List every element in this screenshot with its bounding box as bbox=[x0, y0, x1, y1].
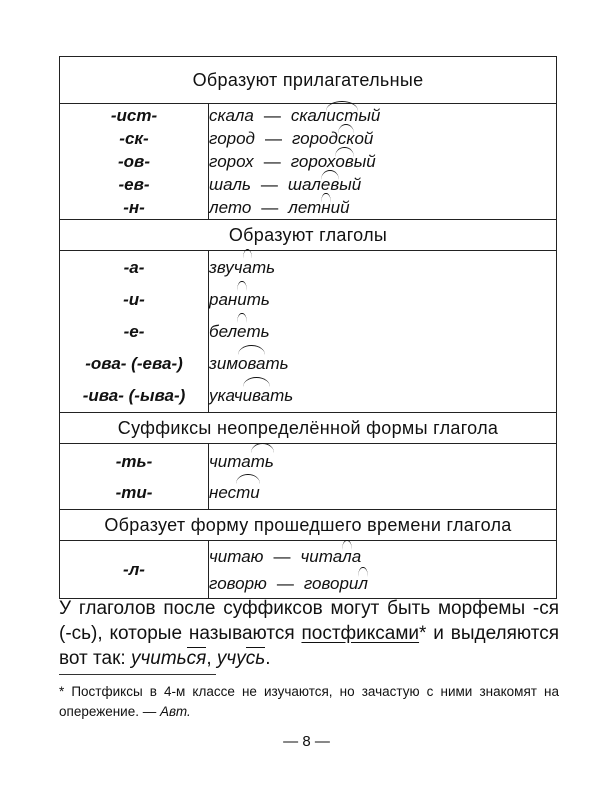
suffix: -ист- bbox=[110, 106, 158, 125]
suffix: -ов- bbox=[118, 152, 150, 171]
example-row bbox=[209, 570, 556, 597]
separator: , bbox=[206, 648, 217, 669]
suffix-arc-mark: е bbox=[237, 316, 246, 348]
word-ending: а bbox=[351, 546, 362, 566]
base-word: скала bbox=[209, 106, 254, 125]
word-ending: ть bbox=[265, 353, 289, 373]
suffix-arc-mark: л bbox=[358, 570, 368, 597]
footnote-divider bbox=[59, 674, 216, 675]
suffix-table bbox=[59, 56, 557, 599]
example-row bbox=[209, 196, 556, 219]
example-row bbox=[209, 127, 556, 150]
infinitive-suffix-list bbox=[60, 444, 209, 510]
postfix-mark: сь bbox=[245, 648, 266, 669]
base-word: читаю bbox=[209, 546, 264, 566]
suffix-arc-mark: л bbox=[342, 543, 352, 570]
base-word: говорю bbox=[209, 573, 267, 593]
dash: — bbox=[263, 106, 281, 125]
suffix: -ова- (-ева-) bbox=[85, 353, 183, 373]
suffix: -н- bbox=[123, 198, 145, 217]
suffix-arc-mark: ев bbox=[320, 175, 340, 194]
base-word: шаль bbox=[209, 175, 251, 194]
suffix: -ск- bbox=[119, 129, 149, 148]
example-row bbox=[209, 446, 556, 477]
suffix-arc-mark: ов bbox=[335, 152, 354, 171]
word-ending: ый bbox=[353, 152, 376, 171]
adjective-example-list bbox=[209, 104, 557, 220]
dash: — bbox=[264, 129, 282, 148]
suffix-arc-mark: ть bbox=[251, 446, 274, 477]
word-ending: ой bbox=[354, 129, 374, 148]
suffix: -ти- bbox=[115, 482, 153, 502]
postfix-paragraph bbox=[59, 596, 559, 671]
example-row bbox=[209, 104, 556, 127]
example-row bbox=[209, 284, 556, 316]
word-stem: город bbox=[291, 129, 338, 148]
word-stem: ран bbox=[209, 289, 238, 309]
word-ending: ый bbox=[339, 175, 362, 194]
example-row bbox=[209, 543, 556, 570]
dash: — bbox=[273, 546, 291, 566]
word-ending: ый bbox=[358, 106, 381, 125]
suffix: -а- bbox=[123, 257, 145, 277]
suffix: -ев- bbox=[118, 175, 150, 194]
footnote bbox=[59, 682, 559, 722]
term-postfix: постфиксами bbox=[301, 623, 420, 644]
dash: — bbox=[276, 573, 294, 593]
word-stem: чита bbox=[300, 546, 343, 566]
suffix-arc-mark: ти bbox=[236, 477, 260, 508]
suffix-arc-mark: а bbox=[243, 252, 252, 284]
suffix-arc-mark: н bbox=[321, 198, 331, 217]
word-ending: ий bbox=[330, 198, 350, 217]
base-word: город bbox=[209, 129, 255, 148]
suffix-arc-mark: ск bbox=[337, 129, 355, 148]
page-number: — 8 — bbox=[283, 733, 330, 750]
word-stem: горох bbox=[290, 152, 336, 171]
suffix: -ива- (-ыва-) bbox=[82, 385, 186, 405]
base-word: горох bbox=[209, 152, 254, 171]
section-header-past-tense: Образует форму прошедшего времени глагола bbox=[60, 510, 557, 541]
section-header-verbs: Образуют глаголы bbox=[60, 220, 557, 251]
past-tense-example-list bbox=[209, 541, 557, 599]
section-header-adjectives: Образуют прилагательные bbox=[60, 57, 557, 104]
example-word bbox=[217, 647, 265, 669]
suffix: -е- bbox=[123, 321, 145, 341]
dash: — bbox=[261, 198, 279, 217]
word-ending: ть bbox=[246, 289, 270, 309]
word-stem: шал bbox=[287, 175, 321, 194]
dash: — bbox=[263, 152, 281, 171]
suffix: -ть- bbox=[115, 451, 153, 471]
example-row bbox=[209, 348, 556, 380]
suffix-arc-mark: ист bbox=[326, 106, 359, 125]
word-stem: говори bbox=[303, 573, 359, 593]
example-row bbox=[209, 316, 556, 348]
word-stem: учить bbox=[130, 648, 187, 669]
example-row bbox=[209, 477, 556, 508]
example-row bbox=[209, 380, 556, 412]
word-stem: нес bbox=[209, 482, 237, 502]
word-stem: бел bbox=[209, 321, 238, 341]
example-row bbox=[209, 252, 556, 284]
example-row bbox=[209, 173, 556, 196]
word-ending: ть bbox=[246, 321, 270, 341]
past-tense-suffix: -л- bbox=[60, 541, 209, 599]
base-word: лето bbox=[209, 198, 252, 217]
word-ending: ть bbox=[270, 385, 294, 405]
word-stem: лет bbox=[288, 198, 322, 217]
example-word bbox=[131, 647, 206, 669]
word-ending: ть bbox=[251, 257, 276, 277]
word-stem: чита bbox=[209, 451, 251, 471]
word-stem: зим bbox=[209, 353, 239, 373]
word-stem: скал bbox=[290, 106, 327, 125]
suffix-arc-mark: и bbox=[237, 284, 246, 316]
postfix-mark: ся bbox=[186, 648, 207, 669]
adjective-suffix-list bbox=[60, 104, 209, 220]
section-header-infinitive: Суффиксы неопределённой формы глагола bbox=[60, 413, 557, 444]
verb-suffix-list bbox=[60, 251, 209, 413]
suffix-arc-mark: ива bbox=[243, 380, 270, 412]
footnote-mark: * bbox=[419, 623, 427, 644]
period: . bbox=[265, 648, 271, 669]
word-stem: учу bbox=[216, 648, 246, 669]
dash: — bbox=[260, 175, 278, 194]
footnote-text: * Постфиксы в 4-м классе не изучаются, но зачастую с ними знакомят на опережение. — bbox=[59, 684, 559, 719]
footnote-author: Авт. bbox=[160, 704, 191, 719]
suffix-arc-mark: ова bbox=[238, 348, 265, 380]
word-stem: укач bbox=[209, 385, 243, 405]
paragraph-text: и выделяются вот так: bbox=[59, 623, 559, 669]
infinitive-example-list bbox=[209, 444, 557, 510]
example-row bbox=[209, 150, 556, 173]
paragraph-text: У глаголов после суффиксов могут быть морфемы -ся (-сь), которые называются bbox=[59, 598, 559, 644]
word-stem: звуч bbox=[209, 257, 243, 277]
suffix: -и- bbox=[123, 289, 145, 309]
verb-example-list bbox=[209, 251, 557, 413]
